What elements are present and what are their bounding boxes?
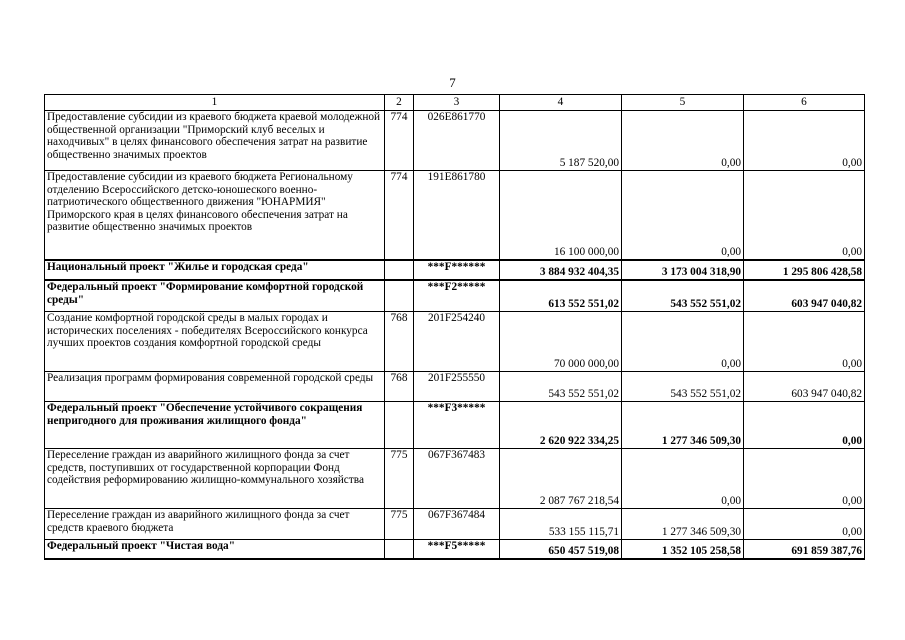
row-name-cell: Предоставление субсидии из краевого бюджета Региональному отделению Всероссийского детско-юношеского военно-патриотического общественного движения "ЮНАРМИЯ" Приморского края в целях финансового обеспечения затрат на развитие общественно значимых проектов <box>45 171 385 261</box>
column-number-4: 4 <box>500 95 622 111</box>
row-name-cell: Реализация программ формирования современной городской среды <box>45 372 385 402</box>
row-code-cell: 774 <box>385 171 414 261</box>
row-value-5-cell: 543 552 551,02 <box>622 372 744 402</box>
row-value-4-cell: 543 552 551,02 <box>500 372 622 402</box>
column-number-2: 2 <box>385 95 414 111</box>
row-value-6-cell: 603 947 040,82 <box>744 372 865 402</box>
column-number-5: 5 <box>622 95 744 111</box>
row-value-6-cell: 603 947 040,82 <box>744 280 865 312</box>
table-row <box>45 372 865 402</box>
row-value-6-cell: 0,00 <box>744 111 865 171</box>
row-name-cell: Переселение граждан из аварийного жилищного фонда за счет средств краевого бюджета <box>45 509 385 540</box>
column-number-1: 1 <box>45 95 385 111</box>
row-code-cell: 768 <box>385 372 414 402</box>
row-code-cell: 775 <box>385 509 414 540</box>
row-value-5-cell: 0,00 <box>622 171 744 261</box>
row-target-cell: 191E861780 <box>414 171 500 261</box>
row-name-cell: Переселение граждан из аварийного жилищного фонда за счет средств, поступивших от государственной корпорации Фонд содействия реформированию жилищно-коммунального хозяйства <box>45 449 385 509</box>
row-value-5-cell: 1 277 346 509,30 <box>622 402 744 449</box>
page-number: 7 <box>449 75 456 90</box>
row-target-cell: ***F3***** <box>414 402 500 449</box>
row-target-cell: ***F2***** <box>414 280 500 312</box>
row-value-4-cell: 533 155 115,71 <box>500 509 622 540</box>
row-name-cell: Национальный проект "Жилье и городская среда" <box>45 260 385 280</box>
row-code-cell <box>385 540 414 560</box>
row-code-cell <box>385 260 414 280</box>
row-value-6-cell: 0,00 <box>744 171 865 261</box>
row-name-cell: Создание комфортной городской среды в малых городах и исторических поселениях - победителях Всероссийского конкурса лучших проектов создания комфортной городской среды <box>45 312 385 372</box>
project-row <box>45 280 865 312</box>
row-name-cell: Федеральный проект "Формирование комфортной городской среды" <box>45 280 385 312</box>
row-value-4-cell: 16 100 000,00 <box>500 171 622 261</box>
table-row <box>45 449 865 509</box>
table-row <box>45 171 865 261</box>
column-number-3: 3 <box>414 95 500 111</box>
table-row <box>45 509 865 540</box>
budget-table-body <box>45 95 865 560</box>
row-value-6-cell: 1 295 806 428,58 <box>744 260 865 280</box>
row-value-6-cell: 0,00 <box>744 449 865 509</box>
row-value-4-cell: 5 187 520,00 <box>500 111 622 171</box>
row-code-cell: 768 <box>385 312 414 372</box>
row-target-cell: ***F5***** <box>414 540 500 560</box>
row-value-5-cell: 0,00 <box>622 111 744 171</box>
row-target-cell: 067F367483 <box>414 449 500 509</box>
row-value-4-cell: 2 620 922 334,25 <box>500 402 622 449</box>
row-value-6-cell: 0,00 <box>744 312 865 372</box>
row-name-cell: Федеральный проект "Чистая вода" <box>45 540 385 560</box>
row-value-6-cell: 691 859 387,76 <box>744 540 865 560</box>
table-row <box>45 312 865 372</box>
row-value-4-cell: 613 552 551,02 <box>500 280 622 312</box>
row-name-cell: Федеральный проект "Обеспечение устойчивого сокращения непригодного для проживания жилищного фонда" <box>45 402 385 449</box>
project-row <box>45 402 865 449</box>
row-value-5-cell: 0,00 <box>622 449 744 509</box>
row-target-cell: 201F255550 <box>414 372 500 402</box>
row-value-5-cell: 1 352 105 258,58 <box>622 540 744 560</box>
project-row <box>45 540 865 560</box>
row-target-cell: 201F254240 <box>414 312 500 372</box>
row-value-5-cell: 3 173 004 318,90 <box>622 260 744 280</box>
row-code-cell: 775 <box>385 449 414 509</box>
row-target-cell: 067F367484 <box>414 509 500 540</box>
row-value-6-cell: 0,00 <box>744 402 865 449</box>
row-value-4-cell: 70 000 000,00 <box>500 312 622 372</box>
project-row <box>45 260 865 280</box>
column-number-row <box>45 95 865 111</box>
row-value-4-cell: 650 457 519,08 <box>500 540 622 560</box>
row-code-cell <box>385 280 414 312</box>
table-row <box>45 111 865 171</box>
row-value-5-cell: 1 277 346 509,30 <box>622 509 744 540</box>
row-value-6-cell: 0,00 <box>744 509 865 540</box>
budget-table <box>44 94 865 560</box>
row-value-5-cell: 543 552 551,02 <box>622 280 744 312</box>
row-code-cell: 774 <box>385 111 414 171</box>
row-value-5-cell: 0,00 <box>622 312 744 372</box>
row-code-cell <box>385 402 414 449</box>
row-target-cell: ***F****** <box>414 260 500 280</box>
row-value-4-cell: 3 884 932 404,35 <box>500 260 622 280</box>
row-name-cell: Предоставление субсидии из краевого бюджета краевой молодежной общественной организации "Приморский клуб веселых и находчивых" в целях финансового обеспечения затрат на развитие общественно значимых проектов <box>45 111 385 171</box>
column-number-6: 6 <box>744 95 865 111</box>
row-value-4-cell: 2 087 767 218,54 <box>500 449 622 509</box>
row-target-cell: 026E861770 <box>414 111 500 171</box>
